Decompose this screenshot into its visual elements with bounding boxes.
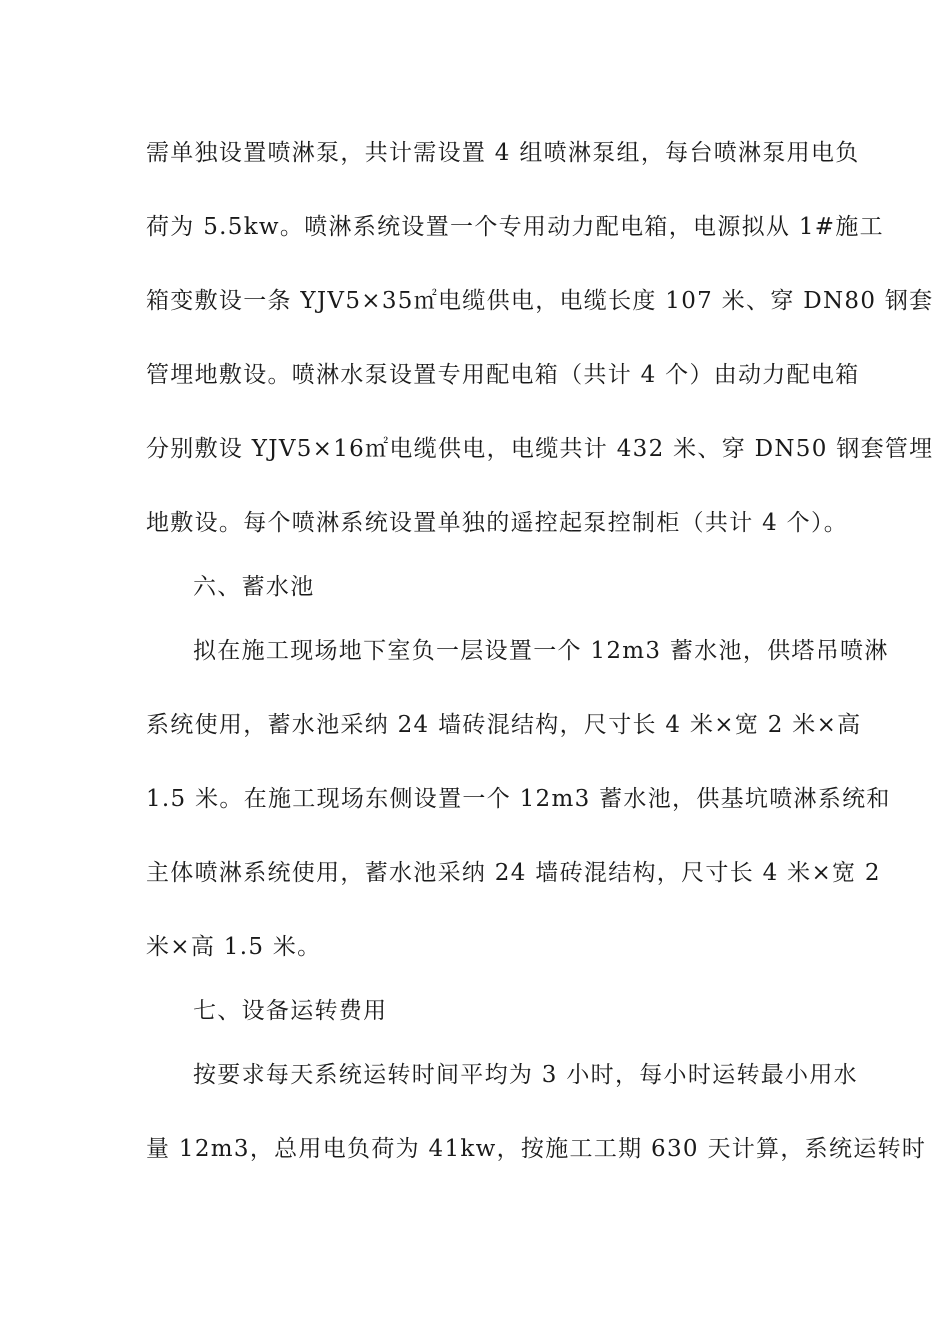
paragraph-line: 拟在施工现场地下室负一层设置一个 12m3 蓄水池，供塔吊喷淋 — [193, 638, 889, 664]
paragraph-line: 量 12m3，总用电负荷为 41kw，按施工工期 630 天计算，系统运转时 — [146, 1136, 927, 1162]
paragraph-line: 米×高 1.5 米。 — [146, 934, 322, 960]
paragraph-line: 系统使用，蓄水池采纳 24 墙砖混结构，尺寸长 4 米×宽 2 米×高 — [146, 712, 862, 738]
paragraph-line: 荷为 5.5kw。喷淋系统设置一个专用动力配电箱，电源拟从 1#施工 — [146, 214, 884, 240]
paragraph-line: 管埋地敷设。喷淋水泵设置专用配电箱（共计 4 个）由动力配电箱 — [146, 362, 860, 388]
paragraph-line: 按要求每天系统运转时间平均为 3 小时，每小时运转最小用水 — [193, 1062, 858, 1088]
paragraph-line: 需单独设置喷淋泵，共计需设置 4 组喷淋泵组，每台喷淋泵用电负 — [146, 140, 860, 166]
paragraph-line: 主体喷淋系统使用，蓄水池采纳 24 墙砖混结构，尺寸长 4 米×宽 2 — [146, 860, 881, 886]
paragraph-line: 分别敷设 YJV5×16㎡电缆供电，电缆共计 432 米、穿 DN50 钢套管埋 — [146, 436, 934, 462]
paragraph-line: 1.5 米。在施工现场东侧设置一个 12m3 蓄水池，供基坑喷淋系统和 — [146, 786, 891, 812]
paragraph-line: 地敷设。每个喷淋系统设置单独的遥控起泵控制柜（共计 4 个）。 — [146, 510, 849, 536]
section-heading: 六、蓄水池 — [193, 574, 315, 600]
section-heading: 七、设备运转费用 — [193, 998, 388, 1024]
paragraph-line: 箱变敷设一条 YJV5×35㎡电缆供电，电缆长度 107 米、穿 DN80 钢套 — [146, 288, 934, 314]
